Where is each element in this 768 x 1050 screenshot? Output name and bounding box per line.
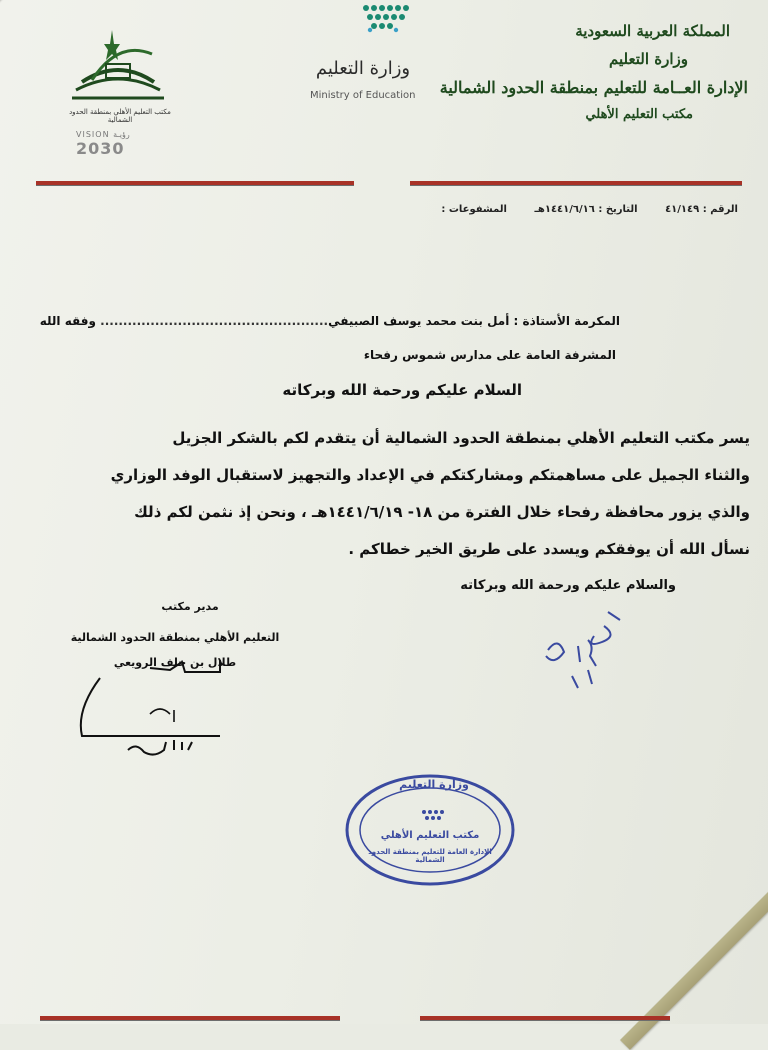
ministry-logo-ar: وزارة التعليم: [315, 58, 411, 79]
stamp-top-text: وزارة التعليم: [399, 778, 469, 791]
official-stamp: [344, 772, 516, 888]
reference-line: [417, 204, 738, 215]
directorate-name: الإدارة العــامة للتعليم بمنطقة الحدود الشمالية: [439, 78, 748, 97]
ref-number: الرقم : ٤١/١٤٩: [665, 204, 738, 215]
addressee-dots: ..................................................: [100, 314, 329, 328]
header-rule-left: [36, 181, 354, 186]
footer-rule-right: [420, 1016, 670, 1021]
handwritten-signature: [70, 650, 250, 770]
kingdom-name: المملكة العربية السعودية: [575, 22, 730, 40]
greeting: السلام عليكم ورحمة الله وبركاته: [282, 381, 522, 399]
ministry-logo-en: Ministry of Education: [310, 90, 416, 101]
closing-greeting: والسلام عليكم ورحمة الله وبركاته: [460, 578, 676, 593]
signer-name: طلال بن خلف الرويعي: [113, 656, 237, 669]
letterhead-right: [418, 22, 748, 132]
ministry-logo: [300, 0, 425, 110]
body-line: والثناء الجميل على مساهمتكم ومشاركتكم في الإعداد والتجهيز لاستقبال الوفد الوزاري: [110, 466, 750, 484]
office-name: مكتب التعليم الأهلي: [585, 107, 693, 122]
ministry-dots-icon: [300, 0, 425, 60]
vision-year: 2030: [76, 139, 125, 158]
book-emblem-icon: [62, 20, 174, 108]
addressee-line: [40, 314, 620, 328]
letter-body: [10, 420, 750, 568]
emblem-caption: مكتب التعليم الأهلي بمنطقة الحدود الشمالية: [69, 108, 171, 124]
signer-title-2: التعليم الأهلي بمنطقة الحدود الشمالية: [70, 631, 280, 644]
body-line: والذي يزور محافظة رفحاء خلال الفترة من ١٨- ١٤٤١/٦/١٩هـ ، ونحن إذ نثمن لكم ذلك: [134, 503, 750, 521]
header-rule-right: [410, 181, 742, 186]
office-emblem: [62, 20, 174, 124]
stamp-center-text: مكتب التعليم الأهلي: [380, 830, 480, 841]
stamp-bottom-text: الإدارة العامة للتعليم بمنطقة الحدود الشمالية: [368, 848, 492, 864]
footer-rule-left: [40, 1016, 340, 1021]
blue-annotation: [538, 606, 628, 696]
addressee-role: المشرفة العامة على مدارس شموس رفحاء: [363, 348, 616, 362]
ref-attachments: المشفوعات :: [441, 204, 507, 215]
addressee: المكرمة الأستاذة : أمل بنت محمد يوسف الصبيفي: [328, 314, 620, 328]
vision-2030-logo: [76, 130, 156, 170]
body-line: يسر مكتب التعليم الأهلي بمنطقة الحدود الشمالية أن يتقدم لكم بالشكر الجزيل: [172, 429, 750, 447]
ref-date: التاريخ : ١٤٤١/٦/١٦هـ: [534, 204, 638, 215]
body-line: نسأل الله أن يوفقكم ويسدد على طريق الخير خطاكم .: [348, 540, 750, 558]
ministry-name: وزارة التعليم: [609, 50, 688, 68]
blessing: وفقه الله: [39, 314, 96, 328]
signer-title-1: مدير مكتب: [161, 600, 219, 613]
vision-label: VISION رؤيـة: [76, 130, 130, 139]
